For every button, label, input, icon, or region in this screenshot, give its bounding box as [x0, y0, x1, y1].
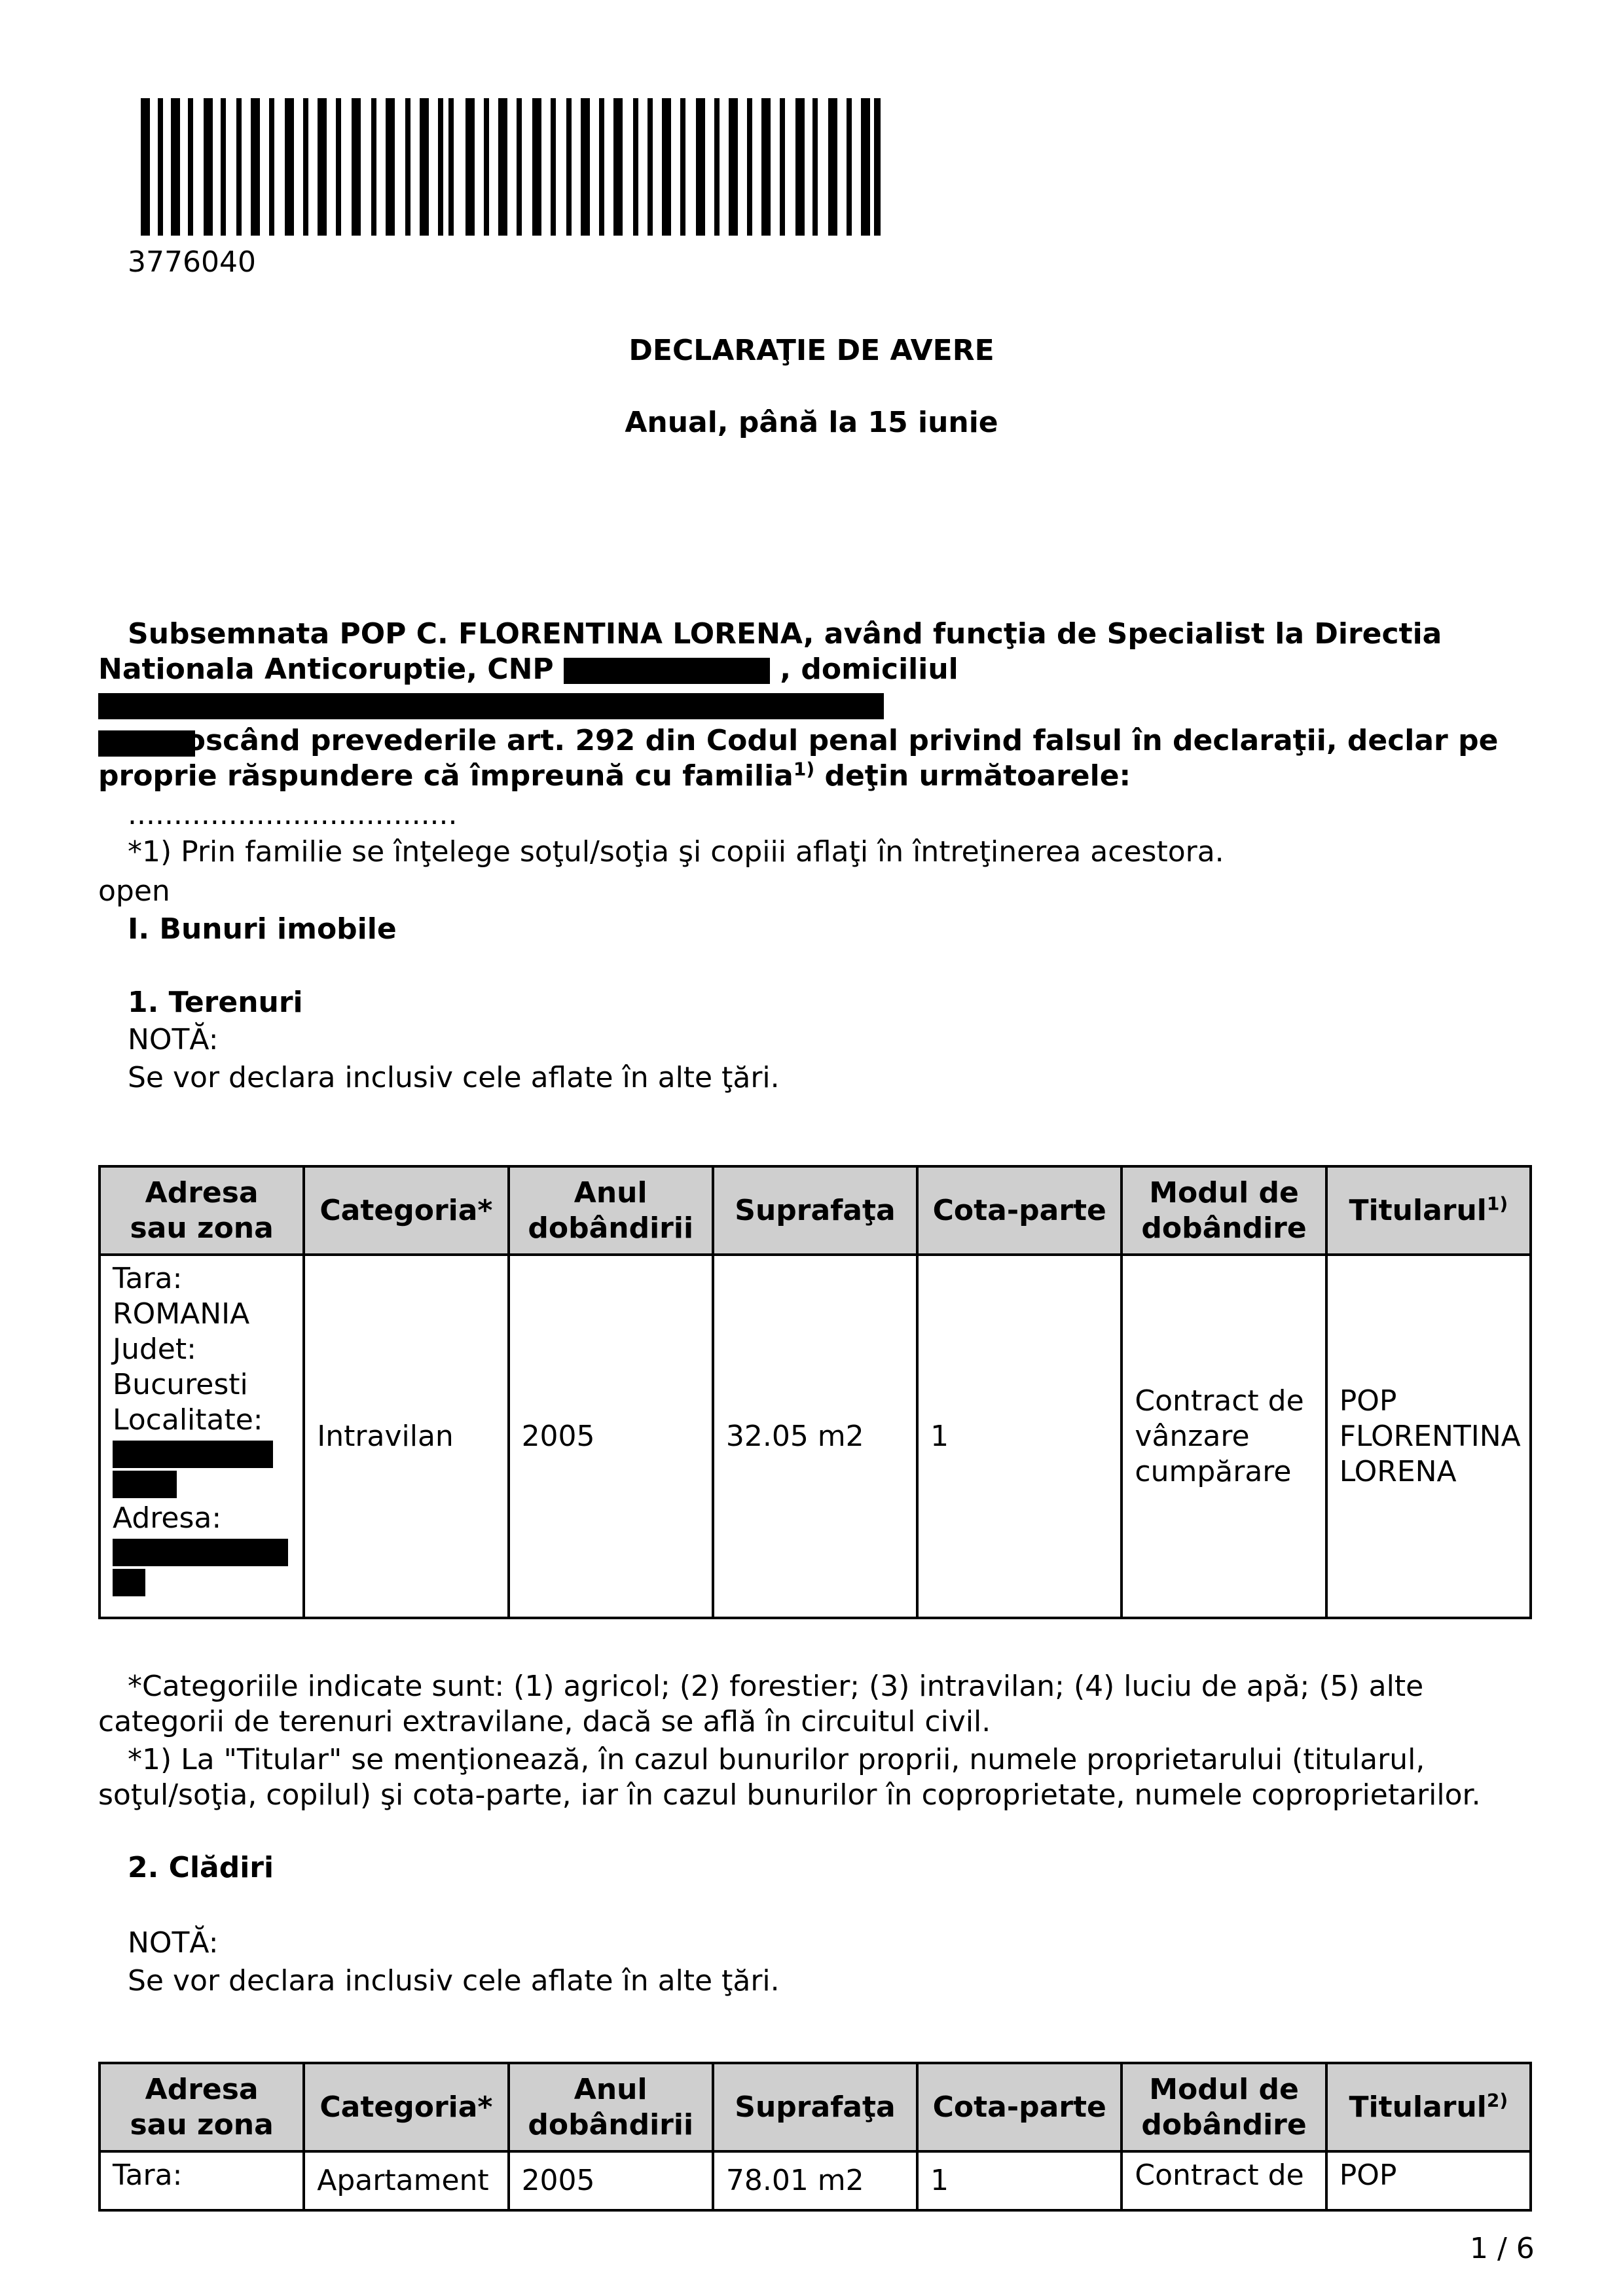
cell-cota: 1 — [917, 1255, 1122, 1618]
categories-note: *Categoriile indicate sunt: (1) agricol; (2) forestier; (3) intravilan; (4) luciu de apă; (5) alte categorii de terenuri extravilane, dacă se află în circuitul civil. — [98, 1670, 1424, 1738]
localitate-label: Localitate: — [113, 1403, 263, 1437]
col-header-modul: Modul de dobândire — [1122, 2063, 1326, 2151]
col-header-titular — [1326, 1166, 1531, 1255]
cell-categoria: Intravilan — [304, 1255, 508, 1618]
open-label: open — [98, 874, 170, 908]
col-header-titular — [1326, 2063, 1531, 2151]
cell-anul: 2005 — [509, 1255, 713, 1618]
cell-cota: 1 — [917, 2151, 1122, 2210]
redacted-adresa-cont — [113, 1569, 145, 1596]
col-header-cota: Cota-parte — [917, 2063, 1122, 2151]
judet-value: Bucuresti — [113, 1368, 248, 1401]
titular-label: Titularul — [1349, 1193, 1487, 1227]
redacted-localitate-cont — [113, 1471, 177, 1498]
table-header-row — [100, 2063, 1531, 2151]
terenuri-nota-label: NOTĂ: — [128, 1023, 219, 1056]
statement-text: cunoscând prevederile art. 292 din Codul penal privind falsul în declaraţii, declar pe proprie răspundere că împreună cu familia — [98, 724, 1499, 793]
col-header-suprafata: Suprafaţa — [713, 1166, 917, 1255]
adresa-label: Adresa: — [113, 1501, 222, 1535]
col-header-categoria: Categoria* — [304, 1166, 508, 1255]
col-header-modul: Modul de dobândire — [1122, 1166, 1326, 1255]
col-header-anul: Anul dobândirii — [509, 1166, 713, 1255]
titular-footnote-mark: 2) — [1486, 2089, 1508, 2111]
cladiri-table — [98, 2062, 1532, 2212]
titular-note: *1) La "Titular" se menţionează, în cazul bunurilor proprii, numele proprietarului (titularul, soţul/soţia, copilul) şi cota-parte, iar în cazul bunurilor în coproprietate, numele coproprietarilor. — [98, 1743, 1481, 1812]
cladiri-nota-label: NOTĂ: — [128, 1926, 219, 1960]
cell-adresa — [100, 1255, 304, 1618]
family-footnote-mark: 1) — [793, 758, 815, 780]
intro-text-1: Subsemnata POP C. FLORENTINA LORENA, având funcţia de Specialist la Directia Nationala Anticoruptie, CNP — [98, 617, 1442, 686]
cell-anul: 2005 — [509, 2151, 713, 2210]
section-heading: I. Bunuri imobile — [128, 912, 397, 946]
col-header-adresa: Adresa sau zona — [100, 1166, 304, 1255]
cell-categoria: Apartament — [304, 2151, 508, 2210]
tara-label: Tara: — [113, 1262, 183, 1295]
redacted-cnp — [564, 658, 770, 684]
barcode — [141, 98, 881, 236]
judet-label: Judet: — [113, 1333, 196, 1366]
col-header-suprafata: Suprafaţa — [713, 2063, 917, 2151]
document-subtitle: Anual, până la 15 iunie — [625, 406, 998, 439]
cell-titular: POP — [1326, 2151, 1531, 2210]
statement-end: deţin următoarele: — [824, 759, 1131, 793]
titular-footnote-mark: 1) — [1486, 1192, 1508, 1214]
terenuri-nota-text: Se vor declara inclusiv cele aflate în alte ţări. — [128, 1061, 780, 1094]
table-header-row — [100, 1166, 1531, 1255]
col-header-cota: Cota-parte — [917, 1166, 1122, 1255]
table-row — [100, 1255, 1531, 1618]
cladiri-heading: 2. Clădiri — [128, 1851, 274, 1884]
cladiri-nota-text: Se vor declara inclusiv cele aflate în alte ţări. — [128, 1964, 780, 1998]
cell-modul: Contract de — [1122, 2151, 1326, 2210]
table-row — [100, 2151, 1531, 2210]
document-title: DECLARAŢIE DE AVERE — [629, 334, 994, 367]
titular-label: Titularul — [1349, 2090, 1487, 2124]
tara-value: ROMANIA — [113, 1297, 250, 1331]
cell-suprafata: 32.05 m2 — [713, 1255, 917, 1618]
redacted-adresa — [113, 1539, 288, 1566]
cell-adresa: Tara: — [100, 2151, 304, 2210]
family-note: *1) Prin familie se înţelege soţul/soţia şi copiii aflaţi în întreţinerea acestora. — [128, 835, 1224, 869]
col-header-anul: Anul dobândirii — [509, 2063, 713, 2151]
col-header-adresa: Adresa sau zona — [100, 2063, 304, 2151]
col-header-categoria: Categoria* — [304, 2063, 508, 2151]
terenuri-heading: 1. Terenuri — [128, 986, 303, 1019]
cell-modul: Contract de vânzare cumpărare — [1122, 1255, 1326, 1618]
redacted-address — [98, 693, 884, 719]
dots-line: .................................... — [128, 798, 458, 831]
redacted-localitate — [113, 1441, 273, 1468]
terenuri-table — [98, 1165, 1532, 1619]
page-number: 1 / 6 — [1470, 2232, 1535, 2265]
barcode-number: 3776040 — [128, 245, 256, 279]
declaration-statement — [98, 723, 1532, 794]
intro-text-2: , domiciliul — [780, 653, 958, 686]
cell-titular: POP FLORENTINA LORENA — [1326, 1255, 1531, 1618]
cell-suprafata: 78.01 m2 — [713, 2151, 917, 2210]
